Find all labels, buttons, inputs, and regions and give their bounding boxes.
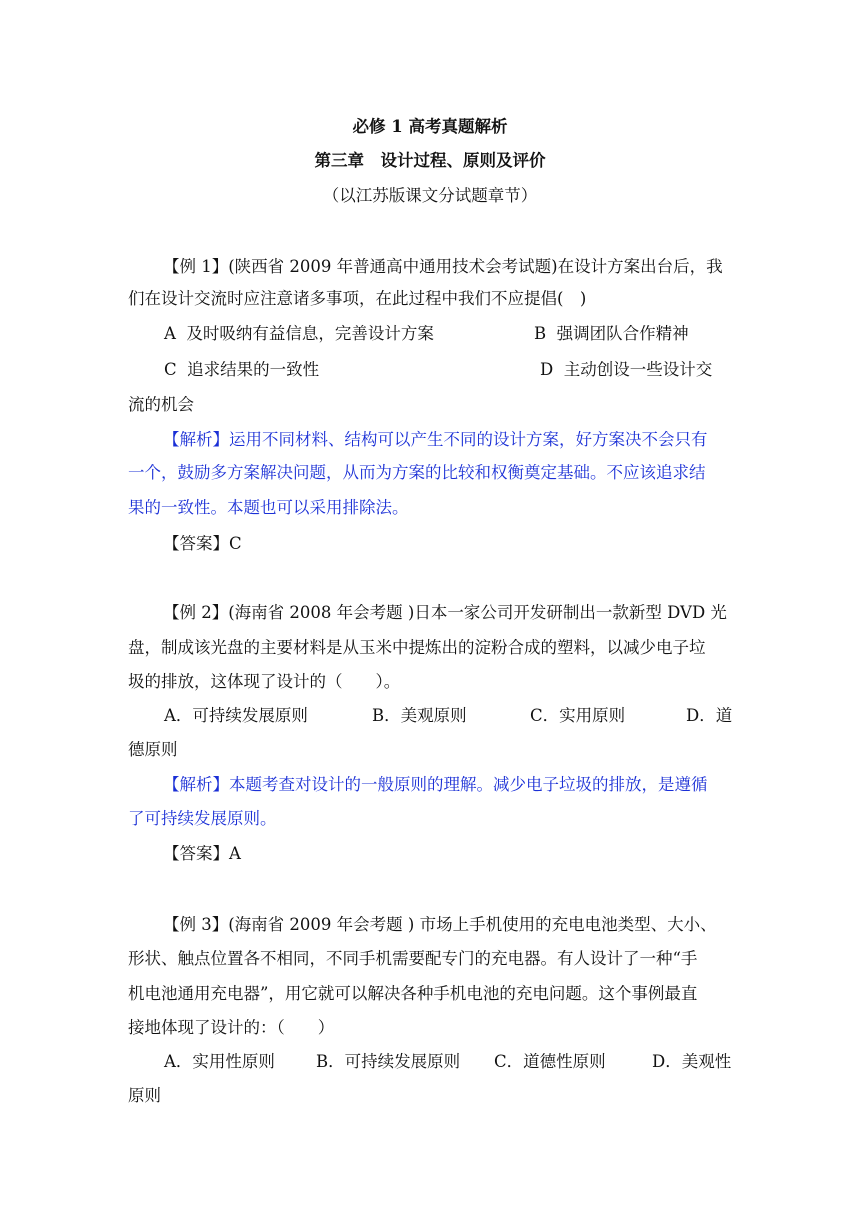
- q1-option-a: A 及时吸纳有益信息，完善设计方案: [164, 324, 434, 343]
- q1-analysis-line-2: 一个，鼓励多方案解决问题，从而为方案的比较和权衡奠定基础。不应该追求结: [128, 463, 706, 482]
- q3-stem-line-4: 接地体现了设计的：（ ）: [128, 1018, 335, 1037]
- chapter-note: （以江苏版课文分试题章节）: [322, 186, 538, 205]
- q1-option-d: D 主动创设一些设计交: [540, 360, 713, 379]
- q2-option-a: A．可持续发展原则: [164, 706, 308, 725]
- q3-stem-line-3: 机电池通用充电器”，用它就可以解决各种手机电池的充电问题。这个事例最直: [128, 984, 698, 1003]
- q2-analysis-line-2: 了可持续发展原则。: [128, 809, 277, 828]
- q1-option-d-continued: 流的机会: [128, 395, 194, 414]
- q2-answer: 【答案】A: [163, 844, 241, 863]
- q3-option-a: A．实用性原则: [164, 1052, 275, 1071]
- q3-stem-line-1: 【例 3】(海南省 2009 年会考题 ) 市场上手机使用的充电电池类型、大小、: [163, 915, 717, 934]
- q2-stem-line-2: 盘，制成该光盘的主要材料是从玉米中提炼出的淀粉合成的塑料，以减少电子垃: [128, 638, 706, 657]
- q2-option-c: C．实用原则: [530, 706, 626, 725]
- q1-stem-line-1: 【例 1】(陕西省 2009 年普通高中通用技术会考试题)在设计方案出台后，我: [163, 257, 723, 276]
- q2-option-d: D．道: [686, 706, 733, 725]
- q2-stem-line-3: 圾的排放，这体现了设计的（ ）。: [128, 672, 401, 691]
- q2-option-b: B．美观原则: [372, 706, 467, 725]
- q2-analysis-line-1: 【解析】本题考查对设计的一般原则的理解。减少电子垃圾的排放，是遵循: [163, 775, 708, 794]
- q3-stem-line-2: 形状、触点位置各不相同，不同手机需要配专门的充电器。有人设计了一种“手: [128, 949, 698, 968]
- q3-option-d: D．美观性: [652, 1052, 732, 1071]
- q3-option-c: C．道德性原则: [494, 1052, 606, 1071]
- q3-option-d-continued: 原则: [128, 1086, 161, 1105]
- q1-option-b: B 强调团队合作精神: [534, 324, 689, 343]
- q1-analysis-line-3: 果的一致性。本题也可以采用排除法。: [128, 498, 409, 517]
- q1-answer: 【答案】C: [163, 534, 242, 553]
- q2-option-d-continued: 德原则: [128, 740, 178, 759]
- chapter-title: 第三章 设计过程、原则及评价: [314, 151, 546, 170]
- page-title: 必修 1 高考真题解析: [352, 117, 508, 136]
- q2-stem-line-1: 【例 2】(海南省 2008 年会考题 )日本一家公司开发研制出一款新型 DVD 光: [163, 603, 727, 622]
- q1-option-c: C 追求结果的一致性: [164, 360, 320, 379]
- q3-option-b: B．可持续发展原则: [316, 1052, 461, 1071]
- q1-analysis-line-1: 【解析】运用不同材料、结构可以产生不同的设计方案，好方案决不会只有: [163, 430, 708, 449]
- q1-stem-line-2: 们在设计交流时应注意诸多事项，在此过程中我们不应提倡( ): [128, 289, 587, 308]
